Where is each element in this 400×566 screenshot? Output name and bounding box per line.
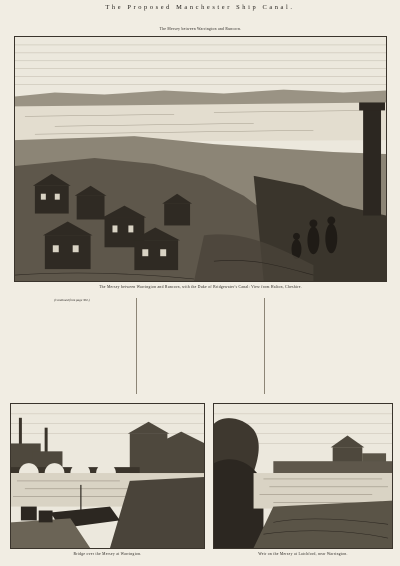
plate-top-caption-lower: The Mersey between Warrington and Runcorn, with the Duke of Bridgewater's Canal: View from Halton, Cheshire. [99, 285, 302, 289]
continued-note: (Continued from page 302.) [54, 298, 90, 302]
engraving-mersey-view-from-halton [14, 36, 387, 282]
article-column-3 [270, 298, 387, 394]
plate-bottom-left-caption: Bridge over the Mersey at Warrington. [73, 552, 142, 556]
column-divider [136, 298, 137, 394]
column-divider [264, 298, 265, 394]
article-column-1 [14, 298, 130, 394]
engraving-weir-at-latchford [213, 403, 393, 549]
engraving-bridge-over-mersey [10, 403, 205, 549]
page-title: The Proposed Manchester Ship Canal. [105, 4, 295, 11]
article-column-2 [142, 298, 258, 394]
plate-top-caption-upper: The Mersey between Warrington and Runcorn. [159, 27, 242, 31]
plate-bottom-right-caption: Weir on the Mersey at Latchford, near Warrington. [258, 552, 348, 556]
